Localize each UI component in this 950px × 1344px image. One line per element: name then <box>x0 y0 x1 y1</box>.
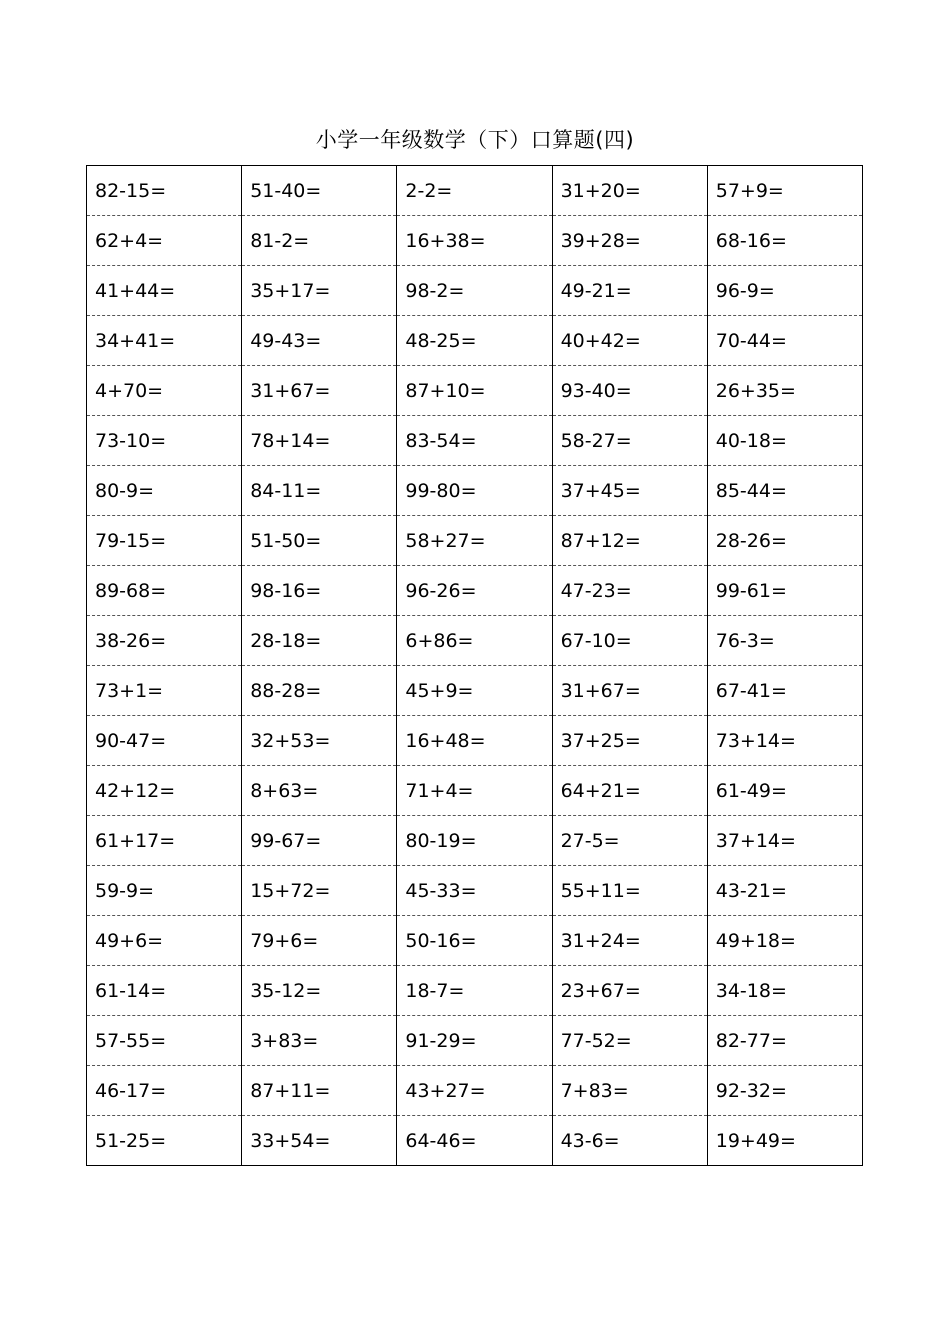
problem-cell: 32+53= <box>242 716 397 766</box>
problem-cell: 85-44= <box>707 466 862 516</box>
problem-cell: 67-41= <box>707 666 862 716</box>
worksheet-row <box>87 266 863 316</box>
problem-cell: 73+14= <box>707 716 862 766</box>
worksheet-row <box>87 1116 863 1166</box>
worksheet-row <box>87 416 863 466</box>
worksheet-row <box>87 316 863 366</box>
problem-cell: 58-27= <box>552 416 707 466</box>
arithmetic-worksheet-table <box>86 165 863 1166</box>
worksheet-body <box>87 166 863 1166</box>
problem-cell: 43+27= <box>397 1066 552 1116</box>
problem-cell: 61+17= <box>87 816 242 866</box>
problem-cell: 93-40= <box>552 366 707 416</box>
problem-cell: 31+67= <box>242 366 397 416</box>
problem-cell: 80-19= <box>397 816 552 866</box>
problem-cell: 51-50= <box>242 516 397 566</box>
problem-cell: 96-26= <box>397 566 552 616</box>
problem-cell: 19+49= <box>707 1116 862 1166</box>
problem-cell: 49-21= <box>552 266 707 316</box>
problem-cell: 26+35= <box>707 366 862 416</box>
problem-cell: 57-55= <box>87 1016 242 1066</box>
worksheet-row <box>87 816 863 866</box>
problem-cell: 45+9= <box>397 666 552 716</box>
problem-cell: 64-46= <box>397 1116 552 1166</box>
problem-cell: 16+38= <box>397 216 552 266</box>
problem-cell: 87+10= <box>397 366 552 416</box>
problem-cell: 8+63= <box>242 766 397 816</box>
problem-cell: 99-67= <box>242 816 397 866</box>
problem-cell: 31+67= <box>552 666 707 716</box>
problem-cell: 70-44= <box>707 316 862 366</box>
problem-cell: 64+21= <box>552 766 707 816</box>
worksheet-row <box>87 1066 863 1116</box>
problem-cell: 91-29= <box>397 1016 552 1066</box>
problem-cell: 15+72= <box>242 866 397 916</box>
worksheet-row <box>87 666 863 716</box>
problem-cell: 68-16= <box>707 216 862 266</box>
problem-cell: 37+45= <box>552 466 707 516</box>
problem-cell: 87+12= <box>552 516 707 566</box>
worksheet-row <box>87 866 863 916</box>
problem-cell: 49+6= <box>87 916 242 966</box>
problem-cell: 98-16= <box>242 566 397 616</box>
problem-cell: 92-32= <box>707 1066 862 1116</box>
problem-cell: 23+67= <box>552 966 707 1016</box>
problem-cell: 67-10= <box>552 616 707 666</box>
problem-cell: 43-6= <box>552 1116 707 1166</box>
problem-cell: 49+18= <box>707 916 862 966</box>
problem-cell: 7+83= <box>552 1066 707 1116</box>
problem-cell: 77-52= <box>552 1016 707 1066</box>
problem-cell: 59-9= <box>87 866 242 916</box>
problem-cell: 34+41= <box>87 316 242 366</box>
problem-cell: 2-2= <box>397 166 552 216</box>
problem-cell: 3+83= <box>242 1016 397 1066</box>
problem-cell: 99-80= <box>397 466 552 516</box>
problem-cell: 31+24= <box>552 916 707 966</box>
problem-cell: 28-26= <box>707 516 862 566</box>
problem-cell: 83-54= <box>397 416 552 466</box>
problem-cell: 82-15= <box>87 166 242 216</box>
problem-cell: 43-21= <box>707 866 862 916</box>
problem-cell: 62+4= <box>87 216 242 266</box>
problem-cell: 79-15= <box>87 516 242 566</box>
worksheet-row <box>87 766 863 816</box>
problem-cell: 61-49= <box>707 766 862 816</box>
problem-cell: 33+54= <box>242 1116 397 1166</box>
page-title: 小学一年级数学（下）口算题(四) <box>315 128 635 152</box>
worksheet-row <box>87 516 863 566</box>
problem-cell: 39+28= <box>552 216 707 266</box>
problem-cell: 6+86= <box>397 616 552 666</box>
problem-cell: 98-2= <box>397 266 552 316</box>
problem-cell: 90-47= <box>87 716 242 766</box>
worksheet-row <box>87 216 863 266</box>
worksheet-row <box>87 616 863 666</box>
problem-cell: 88-28= <box>242 666 397 716</box>
problem-cell: 38-26= <box>87 616 242 666</box>
problem-cell: 96-9= <box>707 266 862 316</box>
problem-cell: 81-2= <box>242 216 397 266</box>
problem-cell: 76-3= <box>707 616 862 666</box>
problem-cell: 99-61= <box>707 566 862 616</box>
worksheet-row <box>87 1016 863 1066</box>
worksheet-row <box>87 466 863 516</box>
problem-cell: 4+70= <box>87 366 242 416</box>
problem-cell: 27-5= <box>552 816 707 866</box>
problem-cell: 16+48= <box>397 716 552 766</box>
problem-cell: 55+11= <box>552 866 707 916</box>
problem-cell: 37+14= <box>707 816 862 866</box>
problem-cell: 50-16= <box>397 916 552 966</box>
problem-cell: 87+11= <box>242 1066 397 1116</box>
problem-cell: 37+25= <box>552 716 707 766</box>
problem-cell: 61-14= <box>87 966 242 1016</box>
problem-cell: 51-25= <box>87 1116 242 1166</box>
problem-cell: 51-40= <box>242 166 397 216</box>
problem-cell: 41+44= <box>87 266 242 316</box>
problem-cell: 49-43= <box>242 316 397 366</box>
problem-cell: 78+14= <box>242 416 397 466</box>
problem-cell: 18-7= <box>397 966 552 1016</box>
problem-cell: 71+4= <box>397 766 552 816</box>
problem-cell: 34-18= <box>707 966 862 1016</box>
problem-cell: 31+20= <box>552 166 707 216</box>
problem-cell: 28-18= <box>242 616 397 666</box>
problem-cell: 57+9= <box>707 166 862 216</box>
problem-cell: 82-77= <box>707 1016 862 1066</box>
problem-cell: 73-10= <box>87 416 242 466</box>
problem-cell: 84-11= <box>242 466 397 516</box>
problem-cell: 46-17= <box>87 1066 242 1116</box>
problem-cell: 35+17= <box>242 266 397 316</box>
problem-cell: 73+1= <box>87 666 242 716</box>
worksheet-row <box>87 916 863 966</box>
worksheet-row <box>87 566 863 616</box>
problem-cell: 40+42= <box>552 316 707 366</box>
worksheet-row <box>87 166 863 216</box>
worksheet-row <box>87 366 863 416</box>
problem-cell: 45-33= <box>397 866 552 916</box>
worksheet-row <box>87 716 863 766</box>
problem-cell: 58+27= <box>397 516 552 566</box>
problem-cell: 42+12= <box>87 766 242 816</box>
worksheet-row <box>87 966 863 1016</box>
problem-cell: 79+6= <box>242 916 397 966</box>
problem-cell: 47-23= <box>552 566 707 616</box>
problem-cell: 35-12= <box>242 966 397 1016</box>
problem-cell: 80-9= <box>87 466 242 516</box>
problem-cell: 48-25= <box>397 316 552 366</box>
problem-cell: 40-18= <box>707 416 862 466</box>
problem-cell: 89-68= <box>87 566 242 616</box>
